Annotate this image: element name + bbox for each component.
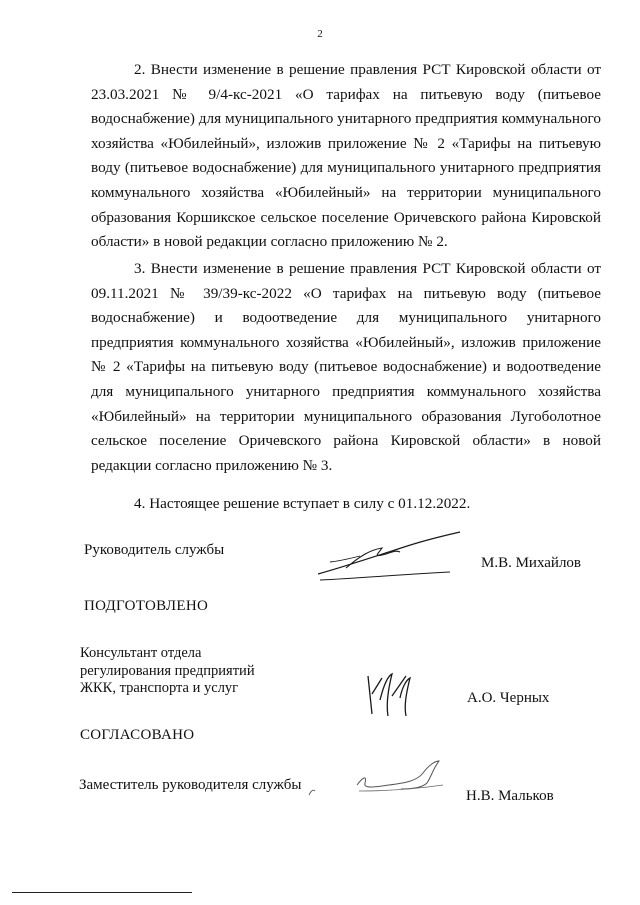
head-name: М.В. Михайлов bbox=[481, 555, 582, 571]
prepared-heading: ПОДГОТОВЛЕНО bbox=[84, 598, 209, 614]
prepared-name: А.О. Черных bbox=[467, 690, 550, 706]
prepared-position bbox=[80, 645, 255, 698]
footer-divider bbox=[12, 892, 192, 893]
page-number: 2 bbox=[317, 28, 323, 40]
head-position-label: Руководитель службы bbox=[84, 542, 225, 558]
agreed-heading: СОГЛАСОВАНО bbox=[80, 727, 195, 743]
paragraph-item-4: 4. Настоящее решение вступает в силу с 01.12.2022. bbox=[134, 495, 471, 512]
paragraph-item-3: 3. Внести изменение в решение правления РСТ Кировской области от 09.11.2021 № 39/39-кс-2022 «О тарифах на питьевую воду (питьевое водоснабжение) и водоотведение для муниципального унитарного предприятия коммунального хозяйства «Юбилейный», изложив приложение № 2 «Тарифы на питьевую воду (питьевое водоснабжение) и водоотведение для муниципального унитарного предприятия коммунального хозяйства «Юбилейный» на территории муниципального образования Лугоболотное сельское поселение Оричевского района Кировской области» в новой редакции согласно приложению № 3. bbox=[91, 260, 601, 474]
prepared-position-line: Консультант отдела bbox=[80, 645, 202, 661]
agreed-name: Н.В. Мальков bbox=[466, 788, 554, 804]
head-signature-image bbox=[300, 528, 480, 588]
paragraph-item-2: 2. Внести изменение в решение правления РСТ Кировской области от 23.03.2021 № 9/4-кс-2021 «О тарифах на питьевую воду (питьевое водоснабжение) для муниципального унитарного предприятия коммунального хозяйства «Юбилейный», изложив приложение № 2 «Тарифы на питьевую воду (питьевое водоснабжение) для муниципального унитарного предприятия коммунального хозяйства «Юбилейный» на территории муниципального образования Коршикское сельское поселение Оричевского района Кировской области» в новой редакции согласно приложению № 2. bbox=[91, 61, 601, 251]
prepared-position-line: регулирования предприятий bbox=[80, 662, 255, 679]
agreed-position-label: Заместитель руководителя службы bbox=[79, 777, 302, 793]
agreed-signature-image bbox=[305, 755, 455, 800]
prepared-position-line: ЖКК, транспорта и услуг bbox=[80, 680, 239, 696]
prepared-signature-image bbox=[362, 670, 422, 720]
